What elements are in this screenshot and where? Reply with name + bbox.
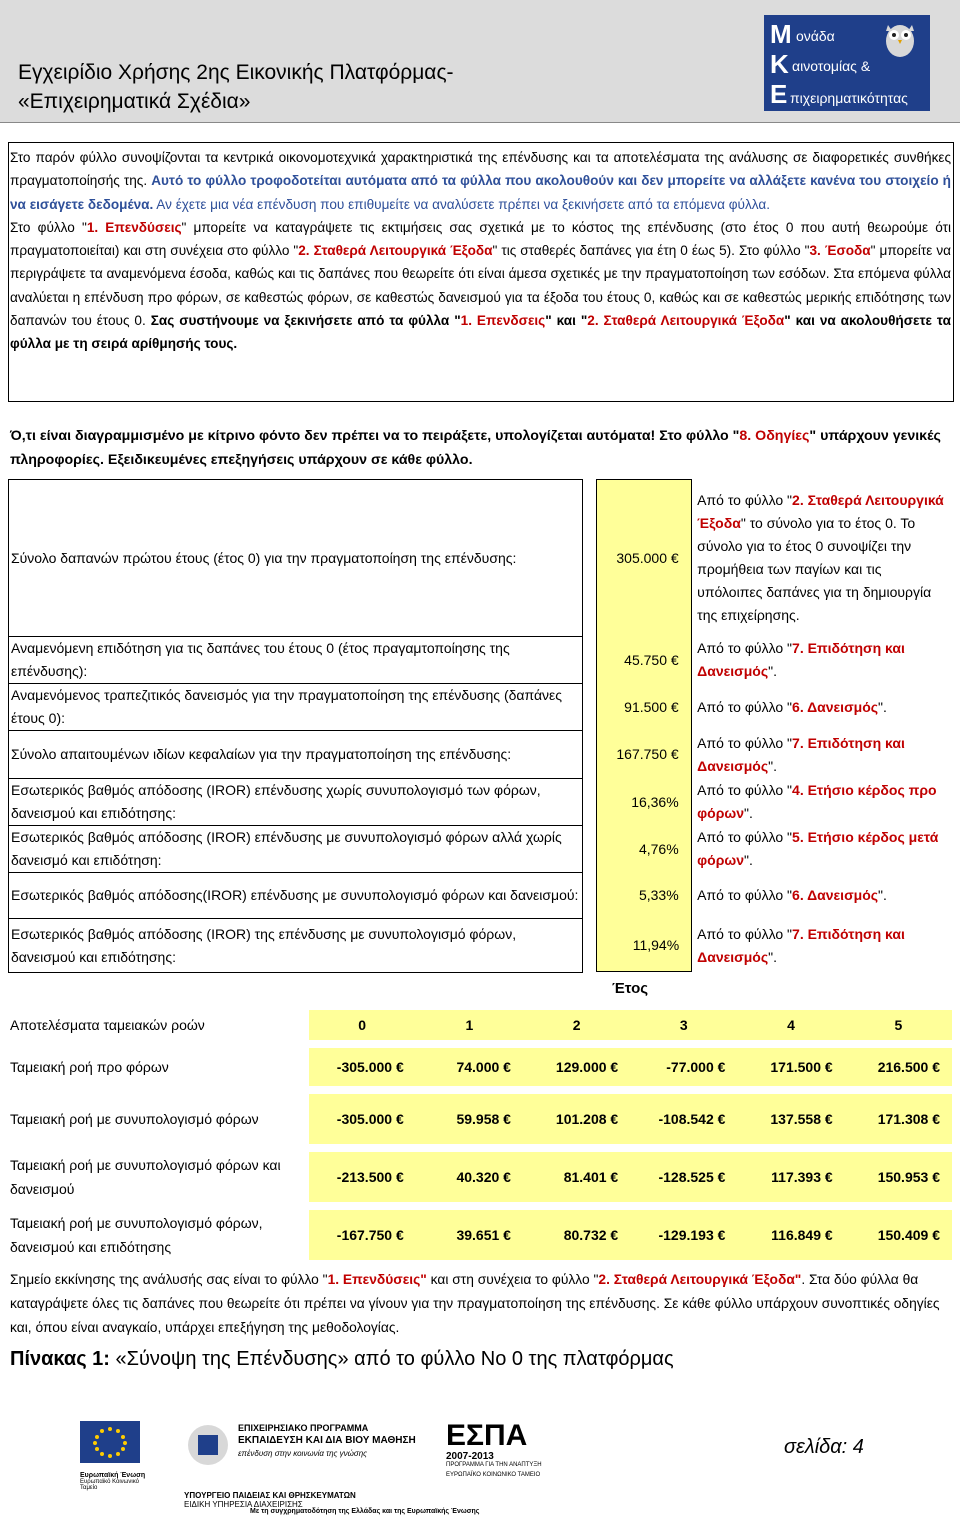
eu-logo: Ευρωπαϊκή Ένωση Ευρωπαϊκό Κοινωνικό Ταμείο (80, 1421, 152, 1491)
summary-value: 5,33% (638, 887, 679, 903)
table-caption: Πίνακας 1: «Σύνοψη της Επένδυσης» από το φύλλο Νο 0 της πλατφόρμας (10, 1348, 674, 1370)
summary-source: Από το φύλλο "7. Επιδότηση και Δανεισμός". (697, 734, 905, 774)
cash-flow-value: 216.500 € (845, 1048, 952, 1086)
page-number: σελίδα: 4 (784, 1436, 864, 1458)
cash-flow-value: -128.525 € (630, 1152, 737, 1202)
summary-value: 91.500 € (624, 698, 679, 715)
cash-flow-label: Ταμειακή ροή με συνυπολογισμό φόρων, δανεισμού και επιδότησης (10, 1215, 263, 1255)
summary-source: Από το φύλλο "2. Σταθερά Λειτουργικά Έξοδα" το σύνολο για το έτος 0. Το σύνολο για το έτος 0 συνοψίζει την προμήθεια των παγίων και τις υπόλοιπες δαπάνες για τη δημιουργία της επιχείρησης. (697, 492, 944, 623)
summary-label: Αναμενόμενος τραπεζιτικός δανεισμός για την πραγματοποίηση της επένδυσης (δαπάνες έτους 0): (9, 684, 583, 731)
summary-value: 4,76% (638, 840, 679, 857)
summary-row (9, 480, 952, 637)
cash-flow-value: -305.000 € (309, 1094, 416, 1144)
summary-row (9, 826, 952, 873)
summary-label: Εσωτερικός βαθμός απόδοσης (IROR) επένδυσης χωρίς συνυπολογισμό των φόρων, δανεισμού και επιδότησης: (9, 779, 583, 826)
summary-row (9, 731, 952, 779)
summary-value: 167.750 € (616, 746, 679, 762)
year-header: 4 (737, 1010, 844, 1040)
cash-flow-value: 137.558 € (737, 1094, 844, 1144)
summary-label: Σύνολο απαιτουμένων ιδίων κεφαλαίων για την πραγματοποίηση της επένδυσης: (9, 731, 583, 779)
cash-flow-value: 129.000 € (523, 1048, 630, 1086)
program-emblem-icon (184, 1421, 232, 1469)
year-header: 5 (845, 1010, 952, 1040)
notice-text: Ό,τι είναι διαγραμμισμένο με κίτρινο φόντο δεν πρέπει να το πειράξετε, υπολογίζεται αυτόματα! Στο φύλλο "8. Οδηγίες" υπάρχουν γενικές πληροφορίες. Εξειδικευμένες επεξηγήσεις υπάρχουν σε κάθε φύλλο. (10, 428, 941, 468)
investment-summary-table (8, 479, 952, 973)
cash-flow-label: Ταμειακή ροή με συνυπολογισμό φόρων και δανεισμού (10, 1157, 281, 1197)
cash-flow-value: 171.308 € (845, 1094, 952, 1144)
summary-value: 45.750 € (624, 651, 679, 668)
cash-flow-value: 171.500 € (737, 1048, 844, 1086)
summary-row (9, 873, 952, 919)
cash-flow-value: 81.401 € (523, 1152, 630, 1202)
summary-source: Από το φύλλο "4. Ετήσιο κέρδος προ φόρων". (697, 782, 937, 821)
header-divider (0, 122, 960, 123)
year-header: 0 (309, 1010, 416, 1040)
cash-flow-value: 74.000 € (416, 1048, 523, 1086)
cash-flow-row (8, 1152, 952, 1202)
cash-flow-value: 59.958 € (416, 1094, 523, 1144)
cash-flow-value: 117.393 € (737, 1152, 844, 1202)
summary-label: Αναμενόμενη επιδότηση για τις δαπάνες του έτους 0 (έτος πραγαμτοποίησης της επένδυσης): (9, 637, 583, 684)
cash-flow-row (8, 1210, 952, 1260)
document-title: Εγχειρίδιο Χρήσης 2ης Εικονικής Πλατφόρμας- «Επιχειρηματικά Σχέδια» (18, 61, 454, 113)
summary-source: Από το φύλλο "5. Ετήσιο κέρδος μετά φόρων". (697, 829, 939, 868)
cash-flow-value: 39.651 € (416, 1210, 523, 1260)
eu-flag-icon (80, 1421, 140, 1463)
intro-paragraph-1: Στο παρόν φύλλο συνοψίζονται τα κεντρικά οικονομοτεχνικά χαρακτηριστικά της επένδυσης και τα αποτελέσματα της ανάλυσης σε διαφορετικές συνθήκες πραγματοποίησής της. Αυτό το φύλλο τροφοδοτείται αυτόματα από τα φύλλα που ακολουθούν και δεν μπορείτε να αλλάξετε κανένα του στοιχείο ή να εισάγετε δεδομένα. Αν έχετε μια νέα επένδυση που επιθυμείτε να αναλύσετε πρέπει να ξεκινήσετε από τα επόμενα φύλλα. (10, 150, 951, 212)
cash-flow-header-label: Αποτελέσματα ταμειακών ροών (8, 1010, 309, 1040)
cash-flow-value: 101.208 € (523, 1094, 630, 1144)
summary-label: Εσωτερικός βαθμός απόδοσης (IROR) επένδυσης με συνυπολογισμό φόρων αλλά χωρίς δανεισμό και επιδότηση: (9, 826, 583, 873)
cash-flow-label: Ταμειακή ροή με συνυπολογισμό φόρων (10, 1111, 259, 1127)
cash-flow-table (8, 1010, 952, 1260)
cash-flow-value: -77.000 € (630, 1048, 737, 1086)
cash-flow-row (8, 1094, 952, 1144)
summary-value: 305.000 € (616, 549, 679, 566)
cash-flow-value: 116.849 € (737, 1210, 844, 1260)
summary-label: Εσωτερικός βαθμός απόδοσης (IROR) της επένδυσης με συνυπολογισμό φόρων, δανεισμού και επιδότησης: (9, 919, 583, 973)
summary-label: Σύνολο δαπανών πρώτου έτους (έτος 0) για την πραγματοποίηση της επένδυσης: (9, 480, 583, 637)
cash-flow-value: 150.953 € (845, 1152, 952, 1202)
summary-value: 11,94% (632, 937, 680, 953)
program-logo: ΕΠΙΧΕΙΡΗΣΙΑΚΟ ΠΡΟΓΡΑΜΜΑ ΕΚΠΑΙΔΕΥΣΗ ΚΑΙ ΔΙΑ ΒΙΟΥ ΜΑΘΗΣΗ επένδυση στην κοινωνία της γνώσης ΥΠΟΥΡΓΕΙΟ ΠΑΙΔΕΙΑΣ ΚΑΙ ΘΡΗΣΚΕΥΜΑΤΩΝ ΕΙΔΙΚΗ ΥΠΗΡΕΣΙΑ ΔΙΑΧΕΙΡΙΣΗΣ (184, 1423, 416, 1509)
cofund-note: Με τη συγχρηματοδότηση της Ελλάδας και της Ευρωπαϊκής Ένωσης (250, 1508, 480, 1515)
summary-source: Από το φύλλο "7. Επιδότηση και Δανεισμός". (697, 925, 905, 965)
intro-frame (8, 142, 954, 402)
year-header: 1 (416, 1010, 523, 1040)
summary-value: 16,36% (631, 793, 679, 810)
summary-source: Από το φύλλο "6. Δανεισμός". (697, 698, 887, 715)
cash-flow-value: -167.750 € (309, 1210, 416, 1260)
year-caption: Έτος (612, 980, 649, 997)
page-header (0, 0, 960, 122)
cash-flow-value: 80.732 € (523, 1210, 630, 1260)
cash-flow-value: -213.500 € (309, 1152, 416, 1202)
summary-source: Από το φύλλο "7. Επιδότηση και Δανεισμός". (697, 640, 905, 679)
summary-row (9, 779, 952, 826)
cash-flow-header-row (8, 1010, 952, 1040)
summary-source: Από το φύλλο "6. Δανεισμός". (697, 887, 887, 903)
espa-logo: ΕΣΠΑ 2007-2013 ΠΡΟΓΡΑΜΜΑ ΓΙΑ ΤΗΝ ΑΝΑΠΤΥΞΗ ΕΥΡΩΠΑΪΚΟ ΚΟΙΝΩΝΙΚΟ ΤΑΜΕΙΟ (446, 1419, 542, 1478)
cash-flow-label: Ταμειακή ροή προ φόρων (10, 1059, 169, 1075)
cash-flow-value: 40.320 € (416, 1152, 523, 1202)
cash-flow-value: -108.542 € (630, 1094, 737, 1144)
footnote-text: Σημείο εκκίνησης της ανάλυσής σας είναι το φύλλο "1. Επενδύσεις" και στη συνέχεια το φύλλο "2. Σταθερά Λειτουργικά Έξοδα". Στα δύο φύλλα θα καταγράψετε όλες τις δαπάνες που θεωρείτε ότι πρέπει να γίνουν για την πραγματοποίηση της επένδυσης. Σε κάθε φύλλο υπάρχουν συνοπτικές οδηγίες και, όπου είναι αναγκαίο, υπάρχει επεξήγηση της μεθοδολογίας. (10, 1272, 940, 1335)
unit-logo: M ονάδα K αινοτομίας & E πιχειρηματικότητας (764, 15, 930, 111)
intro-paragraph-2: Στο φύλλο "1. Επενδύσεις" μπορείτε να καταγράψετε τις εκτιμήσεις σας σχετικά με το κόστος της επένδυσης (στο έτος 0 που αυτή θεωρούμε ότι πραγματοποιείται) και στη συνέχεια στο φύλλο "2. Σταθερά Λειτουργικά Έξοδα" τις σταθερές δαπάνες για έτη 0 έως 5). Στο φύλλο "3. Έσοδα" μπορείτε να περιγράψετε τα αναμενόμενα έσοδα, καθώς και τις δαπάνες που θεωρείτε ότι είναι άμεσα σχετικές με την πραγματοποίηση των εσόδων. Στα επόμενα φύλλα αναλύεται η επένδυση προ φόρων, σε καθεστώς φόρων, σε καθεστώς δανεισμού για τα έξοδα του έτους 0, καθώς και σε καθεστώς μερικής επιδότησης των δαπανών του έτους 0. Σας συστήνουμε να ξεκινήσετε από τα φύλλα "1. Επενδσεις" και "2. Σταθερά Λειτουργικά Έξοδα" και να ακολουθήσετε τα φύλλα με τη σειρά αρίθμησής τους. (10, 219, 951, 352)
year-header: 3 (630, 1010, 737, 1040)
summary-row (9, 919, 952, 973)
cash-flow-value: 150.409 € (845, 1210, 952, 1260)
cash-flow-value: -305.000 € (309, 1048, 416, 1086)
summary-row (9, 637, 952, 684)
owl-icon (880, 17, 920, 59)
summary-label: Εσωτερικός βαθμός απόδοσης(IROR) επένδυσης με συνυπολογισμό φόρων και δανεισμού: (9, 873, 583, 919)
year-header: 2 (523, 1010, 630, 1040)
summary-row (9, 684, 952, 731)
cash-flow-value: -129.193 € (630, 1210, 737, 1260)
cash-flow-row (8, 1048, 952, 1086)
